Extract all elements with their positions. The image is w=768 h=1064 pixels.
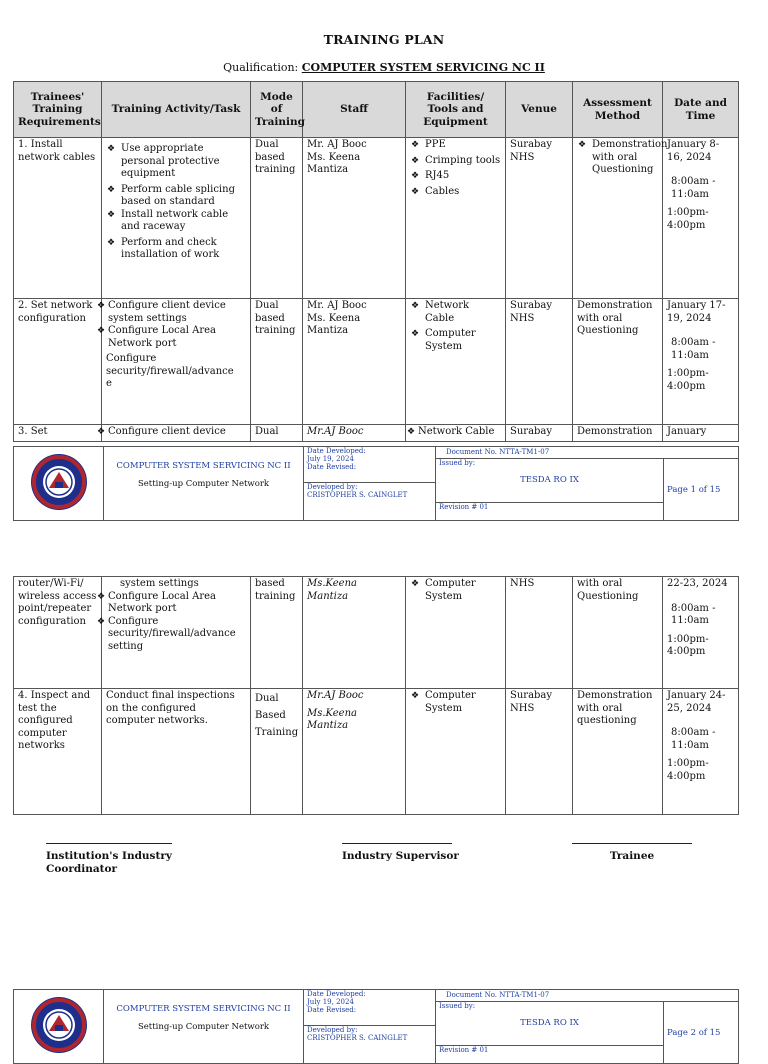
- footer-developed-cell: [304, 1026, 436, 1064]
- date-text: January 24-25, 2024: [667, 690, 726, 714]
- table-header-row: [14, 82, 739, 138]
- cell-mode: Dual based training: [251, 138, 303, 299]
- cell-facilities: [406, 689, 506, 815]
- table-row: [14, 689, 739, 815]
- staff-name: Ms. Keena Mantiza: [307, 151, 361, 175]
- school-seal-cell: [14, 447, 104, 521]
- cell-activity: [102, 425, 251, 442]
- table-row: [14, 425, 739, 442]
- page-footer-2-clip: [13, 989, 739, 1054]
- signature-label-trainee: Trainee: [609, 850, 655, 862]
- time-text: 8:00am - 11:0am: [671, 602, 716, 626]
- cell-requirement: 1. Install network cables: [14, 138, 102, 299]
- time-text: 1:00pm-4:00pm: [667, 633, 709, 657]
- cell-activity: [102, 299, 251, 425]
- table-row: [14, 577, 739, 689]
- list-item: ❖ Configure client device system settings: [96, 300, 246, 325]
- school-seal-icon: [25, 452, 93, 512]
- header-facilities: Facilities/ Tools and Equipment: [406, 82, 506, 138]
- cell-facilities: [406, 299, 506, 425]
- date-text: January 8-16, 2024: [667, 139, 720, 163]
- footer-doc-no: Document No. NTTA-TM1-07: [436, 990, 739, 1002]
- header-staff: Staff: [303, 82, 406, 138]
- cell-venue: Surabay NHS: [506, 138, 573, 299]
- school-seal-cell: [14, 990, 104, 1064]
- date-revised-label: Date Revised:: [307, 1006, 357, 1014]
- training-plan-table-page2: [13, 576, 739, 815]
- signature-label-supervisor: Industry Supervisor: [342, 850, 459, 862]
- developed-by: CRISTOPHER S. CAINGLET: [307, 1034, 408, 1042]
- cell-staff: [303, 689, 406, 815]
- time-text: 1:00pm-4:00pm: [667, 207, 709, 231]
- cell-facilities: [406, 425, 506, 442]
- signature-line-coordinator: [46, 843, 172, 844]
- cell-assessment: [573, 138, 668, 299]
- footer-module: Setting-up Computer Network: [137, 1022, 270, 1032]
- time-text: 1:00pm-4:00pm: [667, 368, 709, 392]
- list-item: ❖ Demonstration with oral Questioning: [577, 139, 658, 177]
- footer-page: Page 1 of 15: [664, 459, 739, 521]
- cell-date-time: [663, 299, 739, 425]
- issued-by-label: Issued by:: [439, 1002, 476, 1010]
- header-requirements: Trainees' Training Requirements: [14, 82, 102, 138]
- cell-assessment: with oral Questioning: [573, 577, 663, 689]
- issued-by-label: Issued by:: [439, 459, 476, 467]
- footer-page: Page 2 of 15: [664, 1002, 739, 1064]
- staff-name: Mr. AJ Booc: [307, 300, 367, 311]
- date-text: January 17-19, 2024: [667, 300, 726, 324]
- time-text: 1:00pm-4:00pm: [667, 758, 709, 782]
- header-mode: Mode of Training: [251, 82, 303, 138]
- staff-name: Ms.Keena Mantiza: [307, 707, 357, 731]
- cell-activity: [102, 577, 251, 689]
- footer-module: Setting-up Computer Network: [137, 479, 270, 489]
- staff-name: Mr. AJ Booc: [307, 139, 367, 150]
- cell-requirement: router/Wi-Fi/ wireless access point/repeater configuration: [14, 577, 102, 689]
- cell-mode: Dual Based Training: [251, 689, 303, 815]
- time-text: 8:00am - 11:0am: [671, 337, 716, 361]
- list-item: ❖ Crimping tools: [410, 155, 501, 168]
- qualification-value: COMPUTER SYSTEM SERVICING NC II: [301, 61, 545, 74]
- cell-requirement: 4. Inspect and test the configured computer networks: [14, 689, 102, 815]
- date-developed-label: Date Developed:: [307, 990, 366, 998]
- cell-date-time: [663, 577, 739, 689]
- time-text: 8:00am - 11:0am: [671, 176, 716, 200]
- date-developed: July 19, 2024: [307, 998, 354, 1006]
- cell-staff: [303, 138, 406, 299]
- footer-issued-cell: [436, 1002, 664, 1046]
- signature-label-coordinator: Institution's Industry Coordinator: [46, 850, 172, 875]
- footer-course-cell: [104, 447, 304, 521]
- list-item: ❖ PPE: [410, 139, 501, 152]
- cell-staff: [303, 299, 406, 425]
- header-assessment: Assessment Method: [573, 82, 663, 138]
- staff-name: Mr.AJ Booc: [307, 690, 364, 701]
- cell-facilities: [406, 138, 506, 299]
- cell-venue: NHS: [506, 577, 573, 689]
- cell-date-time: [663, 689, 739, 815]
- header-date-time: Date and Time: [663, 82, 739, 138]
- cell-date-time: [663, 138, 739, 299]
- page-footer-2: [13, 989, 739, 1064]
- training-plan-table-page1: [13, 81, 739, 442]
- cell-staff: Ms.Keena Mantiza: [303, 577, 406, 689]
- footer-course: COMPUTER SYSTEM SERVICING NC II: [116, 1004, 291, 1014]
- date-text: 22-23, 2024: [667, 578, 728, 589]
- list-item: ❖ Computer System: [410, 578, 501, 603]
- header-venue: Venue: [506, 82, 573, 138]
- document-title: TRAINING PLAN: [323, 32, 445, 47]
- list-item: ❖ Cables: [410, 186, 501, 199]
- cell-date-time: January: [663, 425, 739, 442]
- qualification-line: [0, 61, 768, 74]
- cell-venue: Surabay: [506, 425, 573, 442]
- cell-assessment: Demonstration with oral questioning: [573, 689, 663, 815]
- cell-mode: based training: [251, 577, 303, 689]
- cell-activity: Conduct final inspections on the configured computer networks.: [102, 689, 251, 815]
- list-item: ❖ Use appropriate personal protective equipment: [106, 143, 246, 181]
- footer-course-cell: [104, 990, 304, 1064]
- list-item: ❖ Configure Local Area Network port: [96, 325, 246, 350]
- cell-requirement: 2. Set network configuration: [14, 299, 102, 425]
- footer-date-cell: [304, 990, 436, 1026]
- qualification-label: Qualification:: [223, 61, 299, 74]
- footer-developed-cell: [304, 483, 436, 521]
- signature-line-supervisor: [342, 843, 452, 844]
- issuer: TESDA RO IX: [520, 1018, 579, 1028]
- cell-staff: Mr.AJ Booc: [303, 425, 406, 442]
- time-text: 8:00am - 11:0am: [671, 727, 716, 751]
- signature-line-trainee: [572, 843, 692, 844]
- cell-assessment: Demonstration with oral Questioning: [573, 299, 663, 425]
- cell-assessment: Demonstration: [573, 425, 663, 442]
- header-activity: Training Activity/Task: [102, 82, 251, 138]
- cell-venue: Surabay NHS: [506, 689, 573, 815]
- footer-date-cell: [304, 447, 436, 483]
- list-item: ❖ Install network cable and raceway: [106, 209, 246, 234]
- list-item: ❖ Configure client device: [96, 426, 246, 439]
- list-item: ❖ Computer System: [410, 328, 501, 353]
- staff-name: Ms. Keena Mantiza: [307, 312, 361, 336]
- activity-text: Configure security/firewall/advance: [106, 353, 234, 377]
- footer-course: COMPUTER SYSTEM SERVICING NC II: [116, 461, 291, 471]
- cell-mode: Dual based training: [251, 299, 303, 425]
- list-item: ❖ Network Cable: [410, 300, 501, 325]
- footer-doc-no: Document No. NTTA-TM1-07: [436, 447, 739, 459]
- activity-text: system settings: [120, 578, 199, 589]
- developed-by-label: Developed by:: [307, 1026, 358, 1034]
- issuer: TESDA RO IX: [520, 475, 579, 485]
- list-item: ❖ Configure Local Area Network port: [96, 591, 246, 616]
- date-developed: July 19, 2024: [307, 455, 354, 463]
- developed-by: CRISTOPHER S. CAINGLET: [307, 491, 408, 499]
- cell-requirement: 3. Set: [14, 425, 102, 442]
- date-developed-label: Date Developed:: [307, 447, 366, 455]
- list-item: ❖ Network Cable: [406, 426, 501, 439]
- cell-facilities: [406, 577, 506, 689]
- list-item: ❖ RJ45: [410, 170, 501, 183]
- table-row: [14, 299, 739, 425]
- table-row: [14, 138, 739, 299]
- cell-activity: [102, 138, 251, 299]
- list-item: ❖ Computer System: [410, 690, 501, 715]
- date-revised-label: Date Revised:: [307, 463, 357, 471]
- school-seal-icon: [25, 995, 93, 1055]
- page-footer-1: [13, 446, 739, 521]
- activity-text-cont: e: [106, 378, 112, 389]
- developed-by-label: Developed by:: [307, 483, 358, 491]
- list-item: ❖ Perform and check installation of work: [106, 237, 246, 262]
- footer-revision: Revision # 01: [436, 1046, 664, 1064]
- footer-issued-cell: [436, 459, 664, 503]
- cell-venue: Surabay NHS: [506, 299, 573, 425]
- list-item: ❖ Configure security/firewall/advance setting: [96, 616, 246, 654]
- footer-revision: Revision # 01: [436, 503, 664, 521]
- list-item: ❖ Perform cable splicing based on standard: [106, 184, 246, 209]
- cell-mode: Dual: [251, 425, 303, 442]
